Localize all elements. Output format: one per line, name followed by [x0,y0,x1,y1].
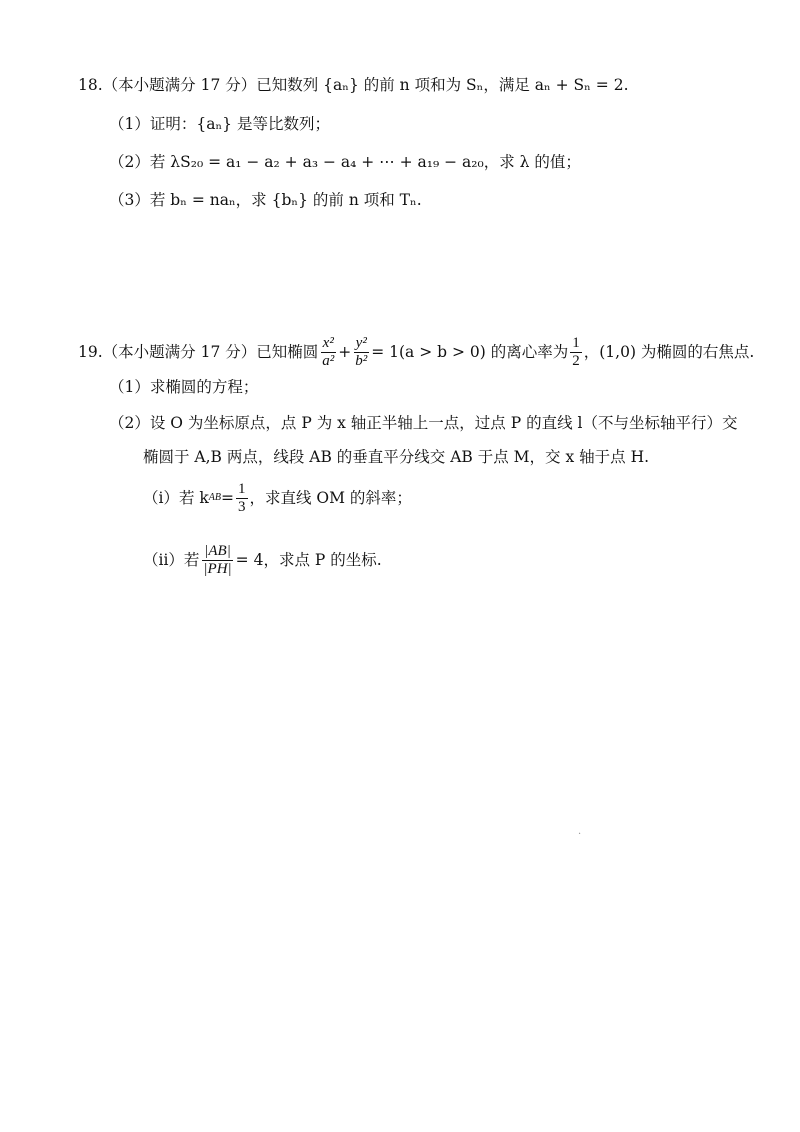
q19-stem-text-a: 19.（本小题满分 17 分）已知椭圆 [78,343,319,361]
y-squared-over-b-squared [353,335,369,370]
frac-denominator: b² [355,352,368,369]
frac-numerator: 1 [572,334,580,351]
q18-part3: （3）若 bₙ = naₙ，求 {bₙ} 的前 n 项和 Tₙ. [109,191,422,209]
plus-sign: + [338,343,352,361]
q19-part2-line2: 椭圆于 A,B 两点，线段 AB 的垂直平分线交 AB 于点 M，交 x 轴于点 H. [143,448,650,466]
x-squared-over-a-squared [320,335,336,370]
frac-numerator: |AB| [204,542,231,559]
frac-denominator: 3 [238,498,246,515]
subpart-ii-text-a: （ii）若 [143,551,200,569]
q19-part1: （1）求椭圆的方程； [109,378,259,396]
subpart-i-text-b: ，求直线 OM 的斜率； [249,489,412,507]
slope-fraction [236,481,248,516]
q19-subpart-ii [143,538,382,582]
ratio-fraction [201,543,233,578]
q19-stem-text-c: ，(1,0) 为椭圆的右焦点. [583,343,755,361]
q19-stem [78,332,754,372]
equals-sign: = [221,489,234,507]
subpart-i-text-a: （i）若 k [143,489,209,507]
frac-denominator: 2 [572,352,580,369]
q19-part2-line1: （2）设 O 为坐标原点，点 P 为 x 轴正半轴上一点，过点 P 的直线 l（不与坐标轴平行）交 [109,414,738,432]
frac-denominator: |PH| [203,560,232,577]
subpart-ii-text-b: = 4，求点 P 的坐标. [235,551,382,569]
q18-part2: （2）若 λS₂₀ = a₁ − a₂ + a₃ − a₄ + ⋯ + a₁₉ − a₂₀，求 λ 的值； [109,153,581,171]
frac-denominator: a² [322,352,335,369]
frac-numerator: x² [322,334,334,351]
eccentricity-fraction [570,335,582,370]
scan-speck: · [578,829,582,840]
frac-numerator: 1 [238,480,246,497]
q19-subpart-i [143,478,412,518]
q18-part1: （1）证明：{aₙ} 是等比数列； [109,115,330,133]
q19-stem-text-b: = 1(a > b > 0) 的离心率为 [371,343,569,361]
slope-subscript: AB [208,492,221,503]
q18-stem: 18.（本小题满分 17 分）已知数列 {aₙ} 的前 n 项和为 Sₙ，满足 aₙ + Sₙ = 2. [78,76,629,94]
frac-numerator: y² [355,334,367,351]
